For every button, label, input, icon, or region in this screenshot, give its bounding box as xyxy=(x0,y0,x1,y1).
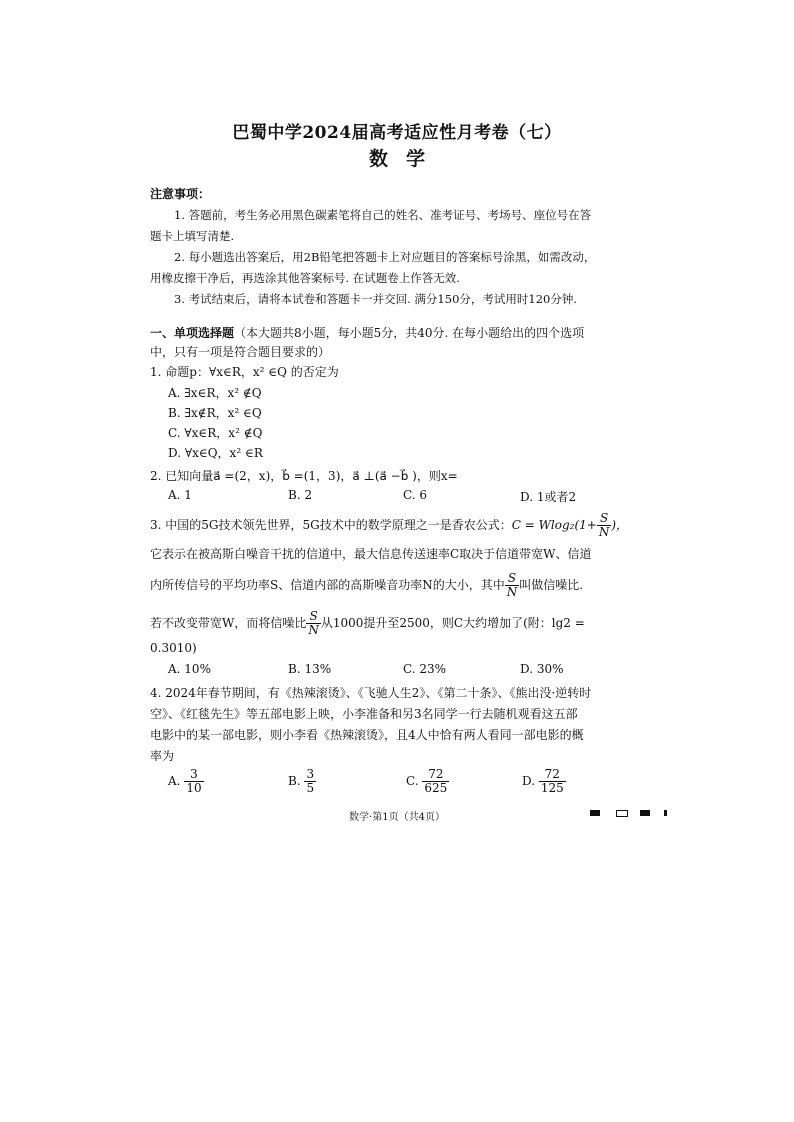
option-fraction xyxy=(184,768,203,795)
notice-line: 题卡上填写清楚. xyxy=(150,229,235,243)
notice-line: 用橡皮擦干净后，再选涂其他答案标号. 在试题卷上作答无效. xyxy=(150,271,460,285)
fraction-s-over-n xyxy=(505,572,520,599)
q3-formula xyxy=(511,511,629,539)
q3-option-b: B. 13% xyxy=(288,662,332,676)
question-4-line: 空》、《红毯先生》等五部电影上映，小李准备和另3名同学一行去随机观看这五部 xyxy=(150,707,578,721)
frac-den: 125 xyxy=(540,781,564,795)
q1-option-d: D. ∀x∈Q，x² ∈R xyxy=(168,446,263,460)
frac-num: 3 xyxy=(184,768,203,782)
frac-den: N xyxy=(308,623,319,637)
q2-option-a: A. 1 xyxy=(168,488,192,502)
q3-text: 叫做信噪比. xyxy=(519,578,584,592)
frac-den: 5 xyxy=(306,781,315,795)
frac-num: 72 xyxy=(539,768,566,782)
q4-option-a xyxy=(168,768,204,795)
question-3-line xyxy=(150,610,670,637)
q2-option-b: B. 2 xyxy=(288,488,313,502)
option-label: C. xyxy=(406,774,419,788)
q3-text: 内所传信号的平均功率S、信道内部的高斯噪音功率N的大小，其中 xyxy=(150,578,505,592)
question-3-line: 它表示在被高斯白噪音干扰的信道中，最大信息传送速率C取决于信道带宽W、信道 xyxy=(150,547,592,561)
frac-num: S xyxy=(597,512,612,526)
scan-mark xyxy=(616,810,628,817)
frac-den: 625 xyxy=(424,781,448,795)
option-fraction xyxy=(304,768,316,795)
question-4-line: 4. 2024年春节期间，有《热辣滚烫》、《飞驰人生2》、《第二十条》、《熊出没·逆转时 xyxy=(150,686,592,700)
notice-line: 3. 考试结束后，请将本试卷和答题卡一并交回. 满分150分，考试用时120分钟. xyxy=(174,292,577,306)
notice-block xyxy=(150,184,670,310)
option-label: A. xyxy=(168,774,181,788)
frac-den: N xyxy=(598,525,610,539)
q4-option-b xyxy=(288,768,316,795)
frac-den: N xyxy=(506,585,518,599)
notice-heading: 注意事项： xyxy=(150,187,211,201)
q3-text: 从1000提升至2500，则C大约增加了(附：lg2 = xyxy=(320,616,585,630)
scan-mark xyxy=(590,810,600,816)
q4-option-d xyxy=(522,768,566,795)
frac-num: S xyxy=(505,572,520,586)
q3-text: 3. 中国的5G技术领先世界，5G技术中的数学原理之一是香农公式： xyxy=(150,518,512,532)
fraction-s-over-n xyxy=(306,610,321,637)
frac-den: 10 xyxy=(186,781,202,795)
scan-mark xyxy=(664,810,667,816)
page-footer: 数学·第1页（共4页） xyxy=(349,812,445,823)
q3-text: 若不改变带宽W，而将信噪比 xyxy=(150,616,307,630)
fraction-s-over-n xyxy=(597,512,612,539)
option-fraction xyxy=(539,768,566,795)
frac-num: 72 xyxy=(422,768,449,782)
frac-num: 3 xyxy=(306,767,315,781)
section-desc: （本大题共8小题，每小题5分，共40分. 在每小题给出的四个选项 xyxy=(234,326,585,340)
formula-left: C = Wlog₂(1+ xyxy=(511,518,597,532)
q4-option-c xyxy=(406,768,449,795)
question-3-line xyxy=(150,512,670,539)
section-heading: 一、单项选择题 xyxy=(150,326,235,340)
q2-option-c: C. 6 xyxy=(403,488,428,502)
formula-right: )， xyxy=(611,518,629,532)
frac-num: S xyxy=(306,610,321,624)
subject-title: 数学 xyxy=(368,148,443,170)
section-heading-block xyxy=(150,324,670,362)
notice-line: 2. 每小题选出答案后，用2B铅笔把答题卡上对应题目的答案标号涂黑，如需改动， xyxy=(174,250,596,264)
section-desc: 中，只有一项是符合题目要求的） xyxy=(150,345,331,359)
option-label: D. xyxy=(522,774,536,788)
option-label: B. xyxy=(288,774,301,788)
question-4-line: 电影中的某一部电影，则小李看《热辣滚烫》，且4人中恰有两人看同一部电影的概 xyxy=(150,728,584,742)
notice-line: 1. 答题前，考生务必用黑色碳素笔将自己的姓名、准考证号、考场号、座位号在答 xyxy=(174,208,592,222)
q3-option-d: D. 30% xyxy=(520,662,564,676)
option-fraction xyxy=(422,768,449,795)
question-1-stem: 1. 命题p：∀x∈R，x² ∈Q 的否定为 xyxy=(150,365,339,379)
scan-mark xyxy=(640,810,650,816)
q2-option-d: D. 1或者2 xyxy=(520,490,577,504)
q1-option-b: B. ∃x∉R，x² ∈Q xyxy=(168,406,262,420)
q3-option-c: C. 23% xyxy=(403,662,447,676)
q1-option-c: C. ∀x∈R，x² ∉Q xyxy=(168,426,263,440)
q3-option-a: A. 10% xyxy=(168,662,211,676)
question-2-stem: 2. 已知向量a⃗ =(2，x)，b⃗ =(1，3)，a⃗ ⊥(a⃗ −b⃗ )，则x= xyxy=(150,469,458,483)
question-3-line xyxy=(150,572,670,599)
q1-option-a: A. ∃x∈R，x² ∉Q xyxy=(168,386,262,400)
question-4-line: 率为 xyxy=(150,749,175,763)
question-3-line: 0.3010) xyxy=(150,641,197,655)
exam-title: 巴蜀中学2024届高考适应性月考卷（七） xyxy=(232,123,562,143)
